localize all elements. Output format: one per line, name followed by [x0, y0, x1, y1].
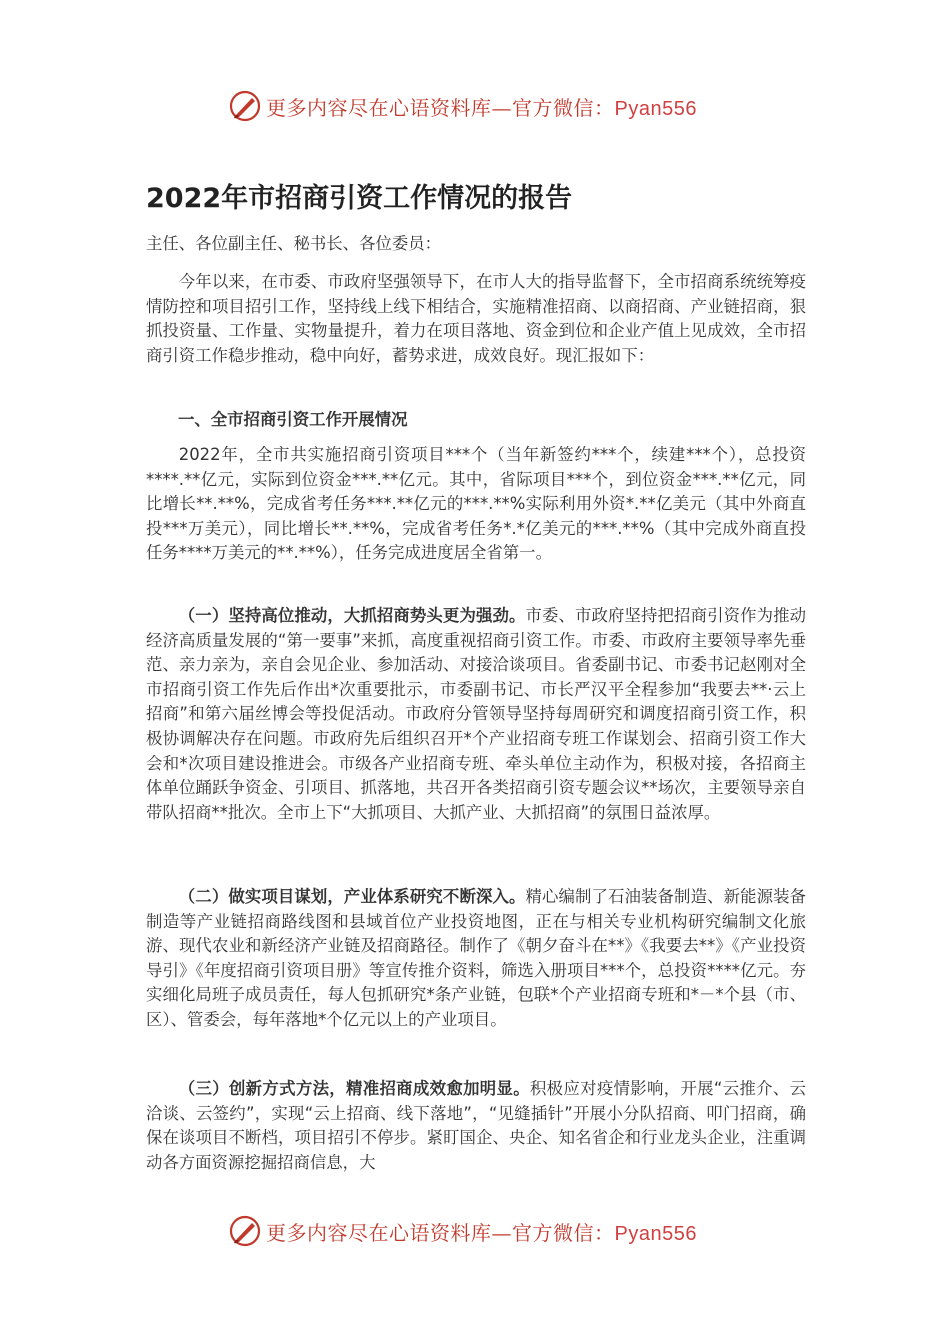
brush-logo-icon	[228, 1214, 262, 1248]
watermark-text	[266, 1217, 697, 1246]
document-title: 2022年市招商引资工作情况的报告	[146, 183, 573, 214]
point3-text: 积极应对疫情影响，开展“云推介、云洽谈、云签约”，实现“云上招商、线下落地”，“见缝插针”开展小分队招商、叩门招商，确保在谈项目不断档，项目招引不停步。紧盯国企、央企、知名省企和行业龙头企业，注重调动各方面资源挖掘招商信息，大	[146, 1079, 806, 1172]
stats-text: 2022年，全市共实施招商引资项目***个（当年新签约***个，续建***个），总投资****.**亿元，实际到位资金***.**亿元。其中，省际项目***个，到位资金***.**亿元，同比增长**.**%，完成省考任务***.**亿元的***.**%实际利用外资*.**亿美元（其中外商直投***万美元），同比增长**.**%，完成省考任务*.*亿美元的***.**%（其中完成外商直投任务****万美元的**.**%），任务完成进度居全省第一。	[146, 445, 806, 563]
watermark-main: 更多内容尽在心语资料库	[266, 95, 492, 120]
point1-text: 市委、市政府坚持把招商引资作为推动经济高质量发展的“第一要事”来抓，高度重视招商引资工作。市委、市政府主要领导率先垂范、亲力亲为，亲自会见企业、参加活动、对接洽谈项目。省委副书记、市委书记赵刚对全市招商引资工作先后作出*次重要批示，市委副书记、市长严汉平全程参加“我要去**·云上招商”和第六届丝博会等投促活动。市政府分管领导坚持每周研究和调度招商引资工作，积极协调解决存在问题。市政府先后组织召开*个产业招商专班工作谋划会、招商引资工作大会和*次项目建设推进会。市级各产业招商专班、牵头单位主动作为，积极对接，各招商主体单位踊跃争资金、引项目、抓落地，共召开各类招商引资专题会议**场次，主要领导亲自带队招商**批次。全市上下“大抓项目、大抓产业、大抓招商”的氛围日益浓厚。	[146, 606, 807, 822]
point1-lead: （一）坚持高位推动，大抓招商势头更为强劲。	[178, 606, 526, 625]
watermark-dash: —	[491, 1220, 512, 1245]
watermark-wechat-label: 官方微信：	[512, 95, 615, 120]
point1-paragraph	[146, 604, 806, 825]
brush-logo-icon	[228, 89, 262, 123]
watermark-main: 更多内容尽在心语资料库	[266, 1220, 492, 1245]
salutation: 主任、各位副主任、秘书长、各位委员：	[146, 234, 442, 253]
watermark-wechat-label: 官方微信：	[512, 1220, 615, 1245]
point2-paragraph	[146, 885, 806, 1033]
intro-text: 今年以来，在市委、市政府坚强领导下，在市人大的指导监督下，全市招商系统统筹疫情防控和项目招引工作，坚持线上线下相结合，实施精准招商、以商招商、产业链招商，狠抓投资量、工作量、实物量提升，着力在项目落地、资金到位和企业产值上见成效，全市招商引资工作稳步推动，稳中向好，蓄势求进，成效良好。现汇报如下：	[146, 272, 806, 365]
point3-lead: （三）创新方式方法，精准招商成效愈加明显。	[178, 1079, 530, 1098]
intro-paragraph	[146, 270, 806, 368]
point3-paragraph	[146, 1077, 806, 1175]
point2-lead: （二）做实项目谋划，产业体系研究不断深入。	[178, 887, 526, 906]
watermark-text	[266, 92, 697, 121]
watermark-dash: —	[491, 95, 512, 120]
stats-paragraph	[146, 443, 806, 566]
watermark-banner-bottom	[228, 1211, 697, 1251]
point2-text: 精心编制了石油装备制造、新能源装备制造等产业链招商路线图和县域首位产业投资地图，正在与相关专业机构研究编制文化旅游、现代农业和新经济产业链及招商路径。制作了《朝夕奋斗在**》《我要去**》《产业投资导引》《年度招商引资项目册》等宣传推介资料，筛选入册项目***个，总投资****亿元。夯实细化局班子成员责任，每人包抓研究*条产业链，包联*个产业招商专班和*－*个县（市、区）、管委会，每年落地*个亿元以上的产业项目。	[146, 887, 807, 1029]
watermark-banner-top	[228, 86, 697, 126]
section1-heading: 一、全市招商引资工作开展情况	[178, 410, 408, 429]
watermark-wechat-id: Pyan556	[614, 1222, 697, 1245]
watermark-wechat-id: Pyan556	[614, 97, 697, 120]
